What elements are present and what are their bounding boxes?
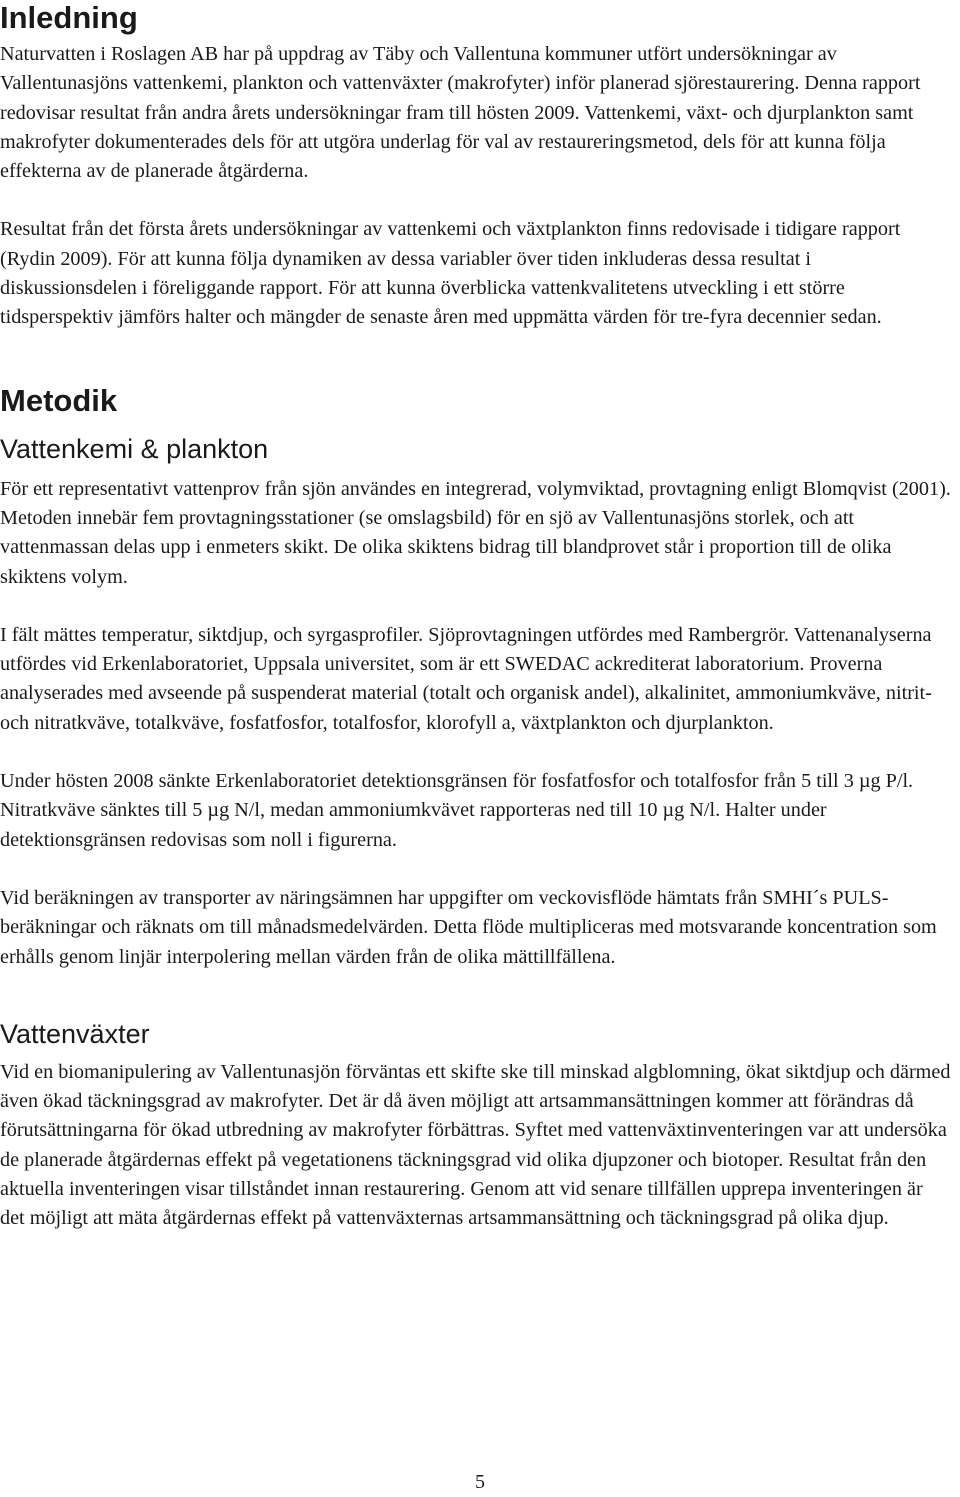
plants-paragraph-1: Vid en biomanipulering av Vallentunasjön förväntas ett skifte ske till minskad algblomning, ökat siktdjup och därmed även ökad täckningsgrad av makrofyter. Det är då även möjligt att artsammansättningen kommer att förändras då förutsättningarna för ökad utbredning av makrofyter förbättras. Syftet med vattenväxtinventeringen var att undersöka de planerade åtgärdernas effekt på vegetationens täckningsgrad vid olika djupzoner och biotoper. Resultat från den aktuella inventeringen visar tillståndet innan restaurering. Genom att vid senare tillfällen upprepa inventeringen är det möjligt att mäta åtgärdernas effekt på vattenväxternas artsammansättning och täckningsgrad på olika djup. [0, 1060, 951, 1230]
subheading-vattenkemi-plankton: Vattenkemi & plankton [0, 433, 269, 464]
chem-paragraph-2: I fält mättes temperatur, siktdjup, och syrgasprofiler. Sjöprovtagningen utfördes med Rambergrör. Vattenanalyserna utfördes vid Erkenlaboratoriet, Uppsala universitet, som är ett SWEDAC ackrediterat laboratorium. Proverna analyserades med avseende på suspenderat material (totalt och organisk andel), alkalinitet, ammoniumkväve, nitrit- och nitratkväve, totalkväve, fosfatfosfor, totalfosfor, klorofyll a, växtplankton och djurplankton. [0, 623, 932, 734]
subheading-vattenvaxter: Vattenväxter [0, 1018, 150, 1049]
chem-paragraph-1: För ett representativt vattenprov från sjön användes en integrerad, volymviktad, provtagning enligt Blomqvist (2001). Metoden innebär fem provtagningsstationer (se omslagsbild) för en sjö av Vallentunasjöns storlek, och att vattenmassan delas upp i enmeters skikt. De olika skiktens bidrag till blandprovet står i proportion till de olika skiktens volym. [0, 477, 951, 588]
chem-paragraph-3: Under hösten 2008 sänkte Erkenlaboratoriet detektionsgränsen för fosfatfosfor och totalfosfor från 5 till 3 µg P/l. Nitratkväve sänktes till 5 µg N/l, medan ammoniumkvävet rapporteras ned till 10 µg N/l. Halter under detektionsgränsen redovisas som noll i figurerna. [0, 770, 914, 851]
intro-paragraph-1: Naturvatten i Roslagen AB har på uppdrag av Täby och Vallentuna kommuner utfört undersökningar av Vallentunasjöns vattenkemi, plankton och vattenväxter (makrofyter) inför planerad sjörestaurering. Denna rapport redovisar resultat från andra årets undersökningar fram till hösten 2009. Vattenkemi, växt- och djurplankton samt makrofyter dokumenterades dels för att utgöra underlag för val av restaureringsmetod, dels för att kunna följa effekterna av de planerade åtgärderna. [0, 43, 921, 183]
chem-paragraph-4: Vid beräkningen av transporter av näringsämnen har uppgifter om veckovisflöde hämtats från SMHI´s PULS-beräkningar och räknats om till månadsmedelvärden. Detta flöde multipliceras med motsvarande koncentration som erhålls genom linjär interpolering mellan värden från de olika mättillfällena. [0, 886, 937, 968]
heading-inledning: Inledning [0, 0, 138, 35]
heading-metodik: Metodik [0, 382, 118, 418]
page-number: 5 [475, 1471, 485, 1493]
intro-paragraph-2: Resultat från det första årets undersökningar av vattenkemi och växtplankton finns redovisade i tidigare rapport (Rydin 2009). För att kunna följa dynamiken av dessa variabler över tiden inkluderas dessa resultat i diskussionsdelen i föreliggande rapport. För att kunna överblicka vattenkvalitetens utveckling i ett större tidsperspektiv jämförs halter och mängder de senaste åren med uppmätta värden för tre-fyra decennier sedan. [0, 218, 901, 329]
